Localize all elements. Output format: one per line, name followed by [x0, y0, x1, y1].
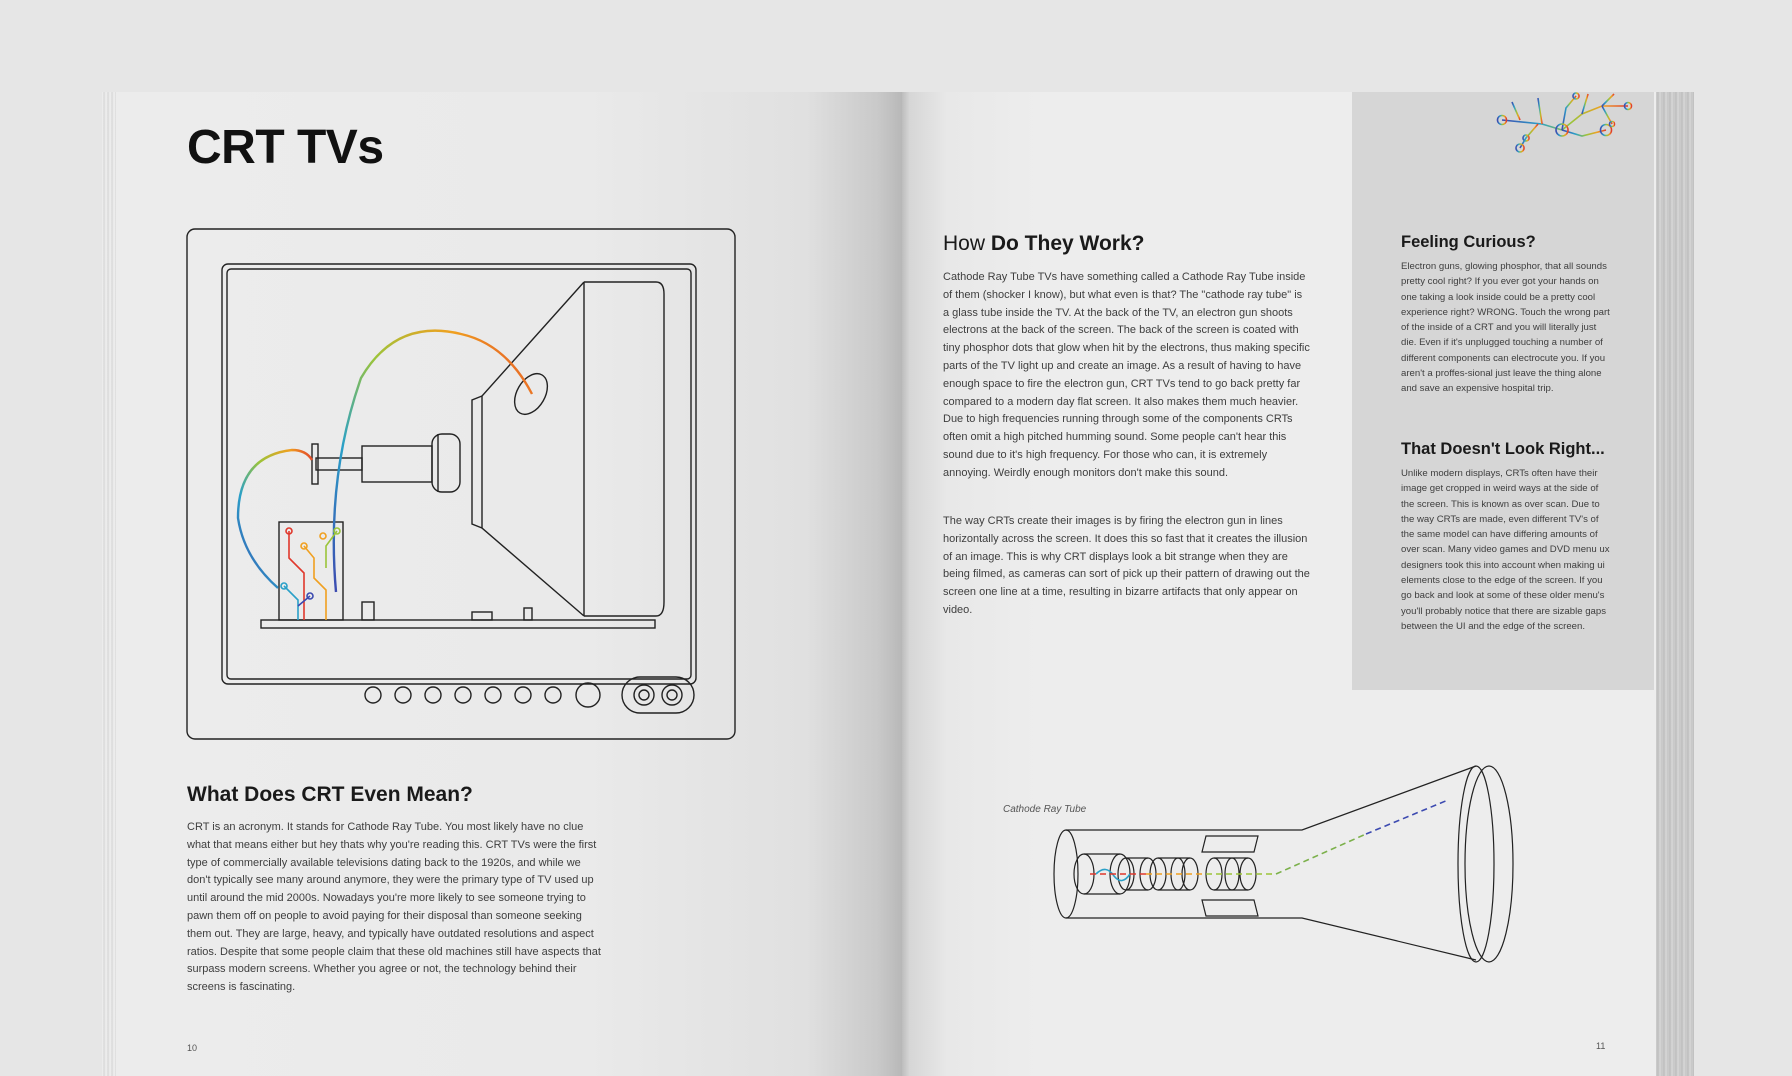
section-heading-how-it-works	[943, 232, 1144, 256]
how-it-works-paragraph-2: The way CRTs create their images is by firing the electron gun in lines horizontally across the screen. It does this so fast that it creates the illusion of an image. This is why CRT displays look a bit strange when they are being filmed, as cameras can sort of pick up their pattern of drawing out the screen one line at a time, resulting in bizarre artifacts that only appear on video.	[943, 515, 1310, 616]
crt-tv-illustration	[186, 228, 736, 742]
right-page-edge	[1656, 92, 1694, 1076]
sidebar-body-curious: Electron guns, glowing phosphor, that all sounds pretty cool right? If you ever got your hands on one taking a look inside could be a pretty cool experience right? WRONG. Touch the wrong part of the inside of a CRT and you will literally just die. Even if it's unplugged touching a number of different components can electrocute you. If you aren't a proffes-sional just leave the thing alone and save an expensive hospital trip.	[1401, 261, 1610, 395]
page-title: CRT TVs	[187, 121, 384, 174]
sidebar-body-overscan: Unlike modern displays, CRTs often have their image get cropped in weird ways at the side of the screen. This is known as over scan. Due to the way CRTs are made, even different TV's of the same model can have differing amounts of over scan. Many video games and DVD menu ux designers took this into account when making ui elements close to the edge of the screen. If you go back and look at some of these older menu's you'll probably notice that there are sizable gaps between the UI and the edge of the screen.	[1401, 468, 1610, 632]
how-it-works-paragraph-1: Cathode Ray Tube TVs have something called a Cathode Ray Tube inside of them (shocker I know), but what even is that? The "cathode ray tube" is a glass tube inside the TV. At the back of the TV, an electron gun shoots electrons at the back of the screen. The back of the screen is coated with tiny phosphor dots that glow when hit by the electrons, thus making specific parts of the TV light up and create an image. As a result of having to have enough space to fire the electron gun, CRT TVs tend to go back pretty far compared to a modern day flat screen. It also makes them much heavier. Due to high frequencies running through some of the components CRTs often omit a high pitched humming sound. Some people can't hear this sound due to it's high frequency. For those who can, it is extremely annoying. Weirdly enough monitors don't make this sound.	[943, 271, 1310, 479]
circuit-decoration-icon	[1490, 92, 1636, 158]
page-number-left: 10	[187, 1043, 198, 1053]
diagram-caption: Cathode Ray Tube	[1003, 804, 1087, 815]
sidebar-heading-overscan: That Doesn't Look Right...	[1401, 440, 1605, 458]
sidebar-heading-curious: Feeling Curious?	[1401, 233, 1536, 251]
page-number-right: 11	[1596, 1041, 1606, 1051]
heading-light-word: How	[943, 232, 986, 255]
heading-bold-words: Do They Work?	[990, 232, 1145, 255]
section-body-crt-meaning: CRT is an acronym. It stands for Cathode Ray Tube. You most likely have no clue what that means either but hey thats why you're reading this. CRT TVs were the first type of commercially available televisions dating back to the 1920s, and while we don't typically see many around anymore, they were the primary type of TV used up until around the mid 2000s. Nowadays you're more likely to see someone trying to pawn them off on people to avoid paying for their disposal than someone seeking them out. They are large, heavy, and typically have outdated resolutions and aspect ratios. Despite that some people claim that these old machines still have aspects that surpass modern screens. Whether you agree or not, the technology behind their screens is fascinating.	[187, 821, 601, 994]
section-heading-crt-meaning: What Does CRT Even Mean?	[187, 783, 473, 806]
left-page-edge	[102, 92, 116, 1076]
cathode-ray-tube-diagram	[1026, 760, 1524, 966]
